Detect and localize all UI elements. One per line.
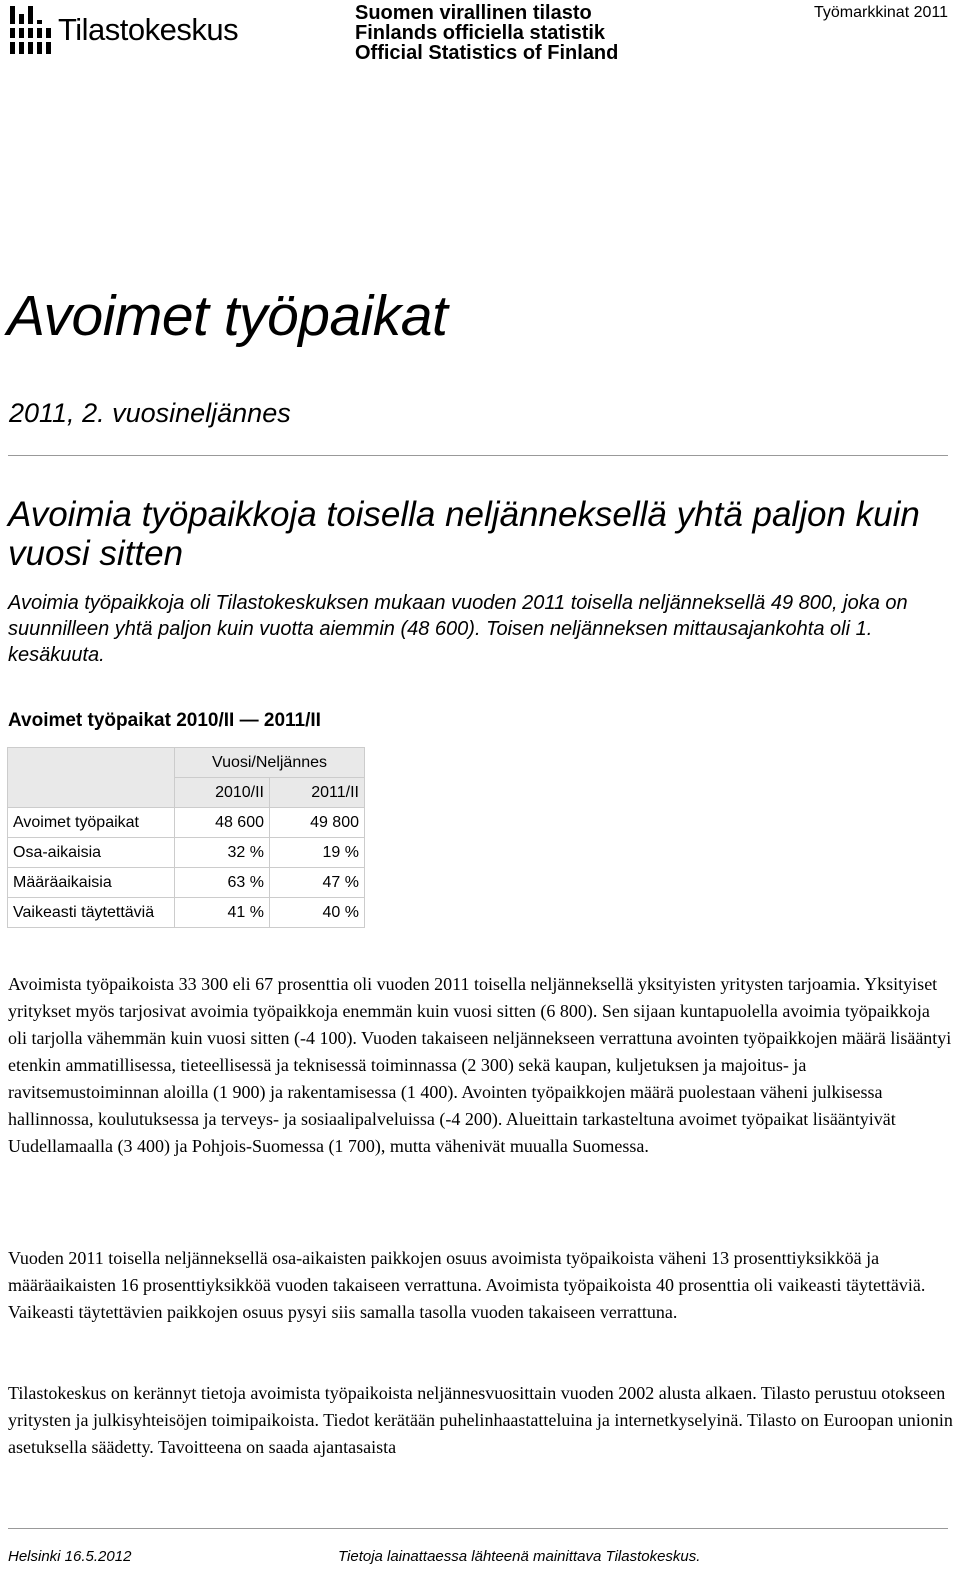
table-row-label: Vaikeasti täytettäviä	[8, 898, 175, 928]
table-cell: 49 800	[270, 808, 365, 838]
table-row	[8, 868, 365, 898]
table-title: Avoimet työpaikat 2010/II — 2011/II	[8, 710, 321, 731]
table-header-row	[8, 748, 365, 778]
table-cell: 19 %	[270, 838, 365, 868]
table-cell: 41 %	[175, 898, 270, 928]
table-column-header: 2010/II	[175, 778, 270, 808]
table-row	[8, 898, 365, 928]
data-table	[7, 747, 365, 928]
table-row-label: Avoimet työpaikat	[8, 808, 175, 838]
body-paragraph: Tilastokeskus on kerännyt tietoja avoimista työpaikoista neljännesvuosittain vuoden 2002 alusta alkaen. Tilasto perustuu otokseen yritysten ja julkisyhteisöjen toimipaikoista. Tiedot kerätään puhelinhaastatteluina ja internetkyselyinä. Tilasto on Euroopan unionin asetuksella säädetty. Tavoitteena on saada ajantasaista	[8, 1383, 953, 1457]
logo-name: Tilastokeskus	[58, 12, 239, 47]
page-title: Avoimet työpaikat	[7, 284, 448, 348]
table-cell: 47 %	[270, 868, 365, 898]
footer-date: Helsinki 16.5.2012	[8, 1548, 132, 1565]
body-paragraph: Vuoden 2011 toisella neljänneksellä osa-aikaisten paikkojen osuus avoimista työpaikoista väheni 13 prosenttiyksikköä ja määräaikaisten 16 prosenttiyksikköä vuoden takaiseen verrattuna. Avoimista työpaikoista 40 prosenttia oli vaikeasti täytettäviä. Vaikeasti täytettävien paikkojen osuus pysyi siis samalla tasolla vuoden takaiseen verrattuna.	[8, 1248, 926, 1322]
body-paragraph: Avoimista työpaikoista 33 300 eli 67 prosenttia oli vuoden 2011 toisella neljänneksellä yksityisten yritysten tarjoamia. Yksityiset yritykset myös tarjosivat avoimia työpaikkoja enemmän kuin vuosi sitten (6 800). Sen sijaan kuntapuolella avoimia työpaikkoja oli tarjolla vähemmän kuin vuosi sitten (-4 100). Vuoden takaiseen neljännekseen verrattuna avointen työpaikkojen määrä lisääntyi etenkin ammatillisessa, tieteellisessä ja teknisessä toiminnassa (2 300) sekä kaupan, kuljetuksen ja majoitus- ja ravitsemustoiminnan aloilla (1 900) ja rakentamisessa (1 400). Avointen työpaikkojen määrä puolestaan väheni julkisessa hallinnossa, koulutuksessa ja terveys- ja sosiaalipalveluissa (-4 200). Alueittain tarkasteltuna avoimet työpaikat lisääntyivät Uudellamaalla (3 400) ja Pohjois-Suomessa (1 700), mutta vähenivät muualla Suomessa.	[8, 974, 952, 1156]
footer-divider	[8, 1528, 948, 1529]
table-cell: 40 %	[270, 898, 365, 928]
table-cell: 63 %	[175, 868, 270, 898]
logo-mark-icon	[6, 4, 54, 56]
lead-paragraph: Avoimia työpaikkoja oli Tilastokeskuksen mukaan vuoden 2011 toisella neljänneksellä 49 800, joka on suunnilleen yhtä paljon kuin vuotta aiemmin (48 600). Toisen neljänneksen mittausajankohta oli 1. kesäkuuta.	[8, 592, 908, 666]
official-line-en: Official Statistics of Finland	[355, 42, 619, 64]
table-row	[8, 838, 365, 868]
official-line-fi: Suomen virallinen tilasto	[355, 2, 592, 24]
table-row-label: Määräaikaisia	[8, 868, 175, 898]
footer-source-note: Tietoja lainattaessa lähteenä mainittava Tilastokeskus.	[338, 1548, 701, 1565]
divider	[8, 455, 948, 456]
table-group-header: Vuosi/Neljännes	[175, 748, 365, 778]
official-statistics-label	[355, 3, 618, 63]
headline: Avoimia työpaikkoja toisella neljänneksellä yhtä paljon kuin vuosi sitten	[8, 495, 920, 573]
period: 2011, 2. vuosineljännes	[9, 398, 291, 428]
table-row	[8, 808, 365, 838]
table-column-header: 2011/II	[270, 778, 365, 808]
table-row-label: Osa-aikaisia	[8, 838, 175, 868]
table-cell: 32 %	[175, 838, 270, 868]
table-cell: 48 600	[175, 808, 270, 838]
series-name: Työmarkkinat 2011	[814, 4, 948, 21]
tilastokeskus-logo	[6, 4, 246, 56]
official-line-sv: Finlands officiella statistik	[355, 22, 606, 44]
table-corner	[8, 748, 175, 808]
